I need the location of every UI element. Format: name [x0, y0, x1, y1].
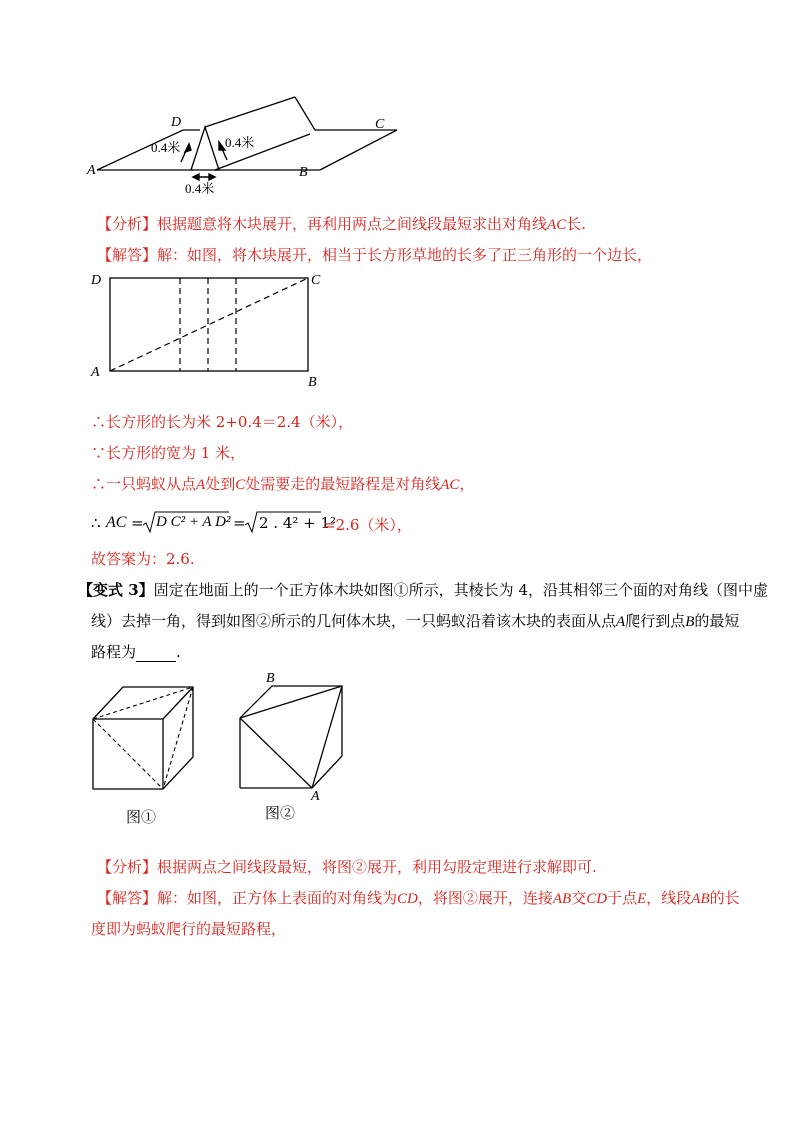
- solution-2-AB2: AB: [691, 891, 710, 907]
- solution-2-f: 的长: [709, 889, 740, 907]
- answer-blank[interactable]: [136, 647, 176, 662]
- fig1-label-A: A: [87, 163, 96, 178]
- step-4-result: =2.6（米），: [323, 516, 412, 534]
- answer-1: 故答案为：2.6.: [91, 550, 195, 568]
- solution-2-line-2: 度即为蚂蚁爬行的最短路程，: [91, 920, 287, 938]
- figure-cube-1: [88, 684, 208, 834]
- solution-2-d: 于点: [607, 889, 638, 907]
- solution-2-line-1: [97, 888, 740, 909]
- step-4-radicand-2: 2 . 4² + 1²: [259, 514, 337, 532]
- variant-3-text-3: 路程为: [91, 643, 137, 661]
- fig2-label-C: C: [311, 273, 321, 288]
- solution-2-CD: CD: [397, 891, 418, 907]
- fig1-dim-right: 0.4米: [225, 135, 255, 150]
- figure-lawn-block: [85, 92, 415, 198]
- variant-3-line-2: [91, 611, 739, 632]
- fig4-label-B: B: [266, 671, 275, 686]
- analysis-2-text: 根据两点之间线段最短，将图②展开，利用勾股定理进行求解即可.: [157, 858, 597, 876]
- step-4-eq2: =: [233, 514, 246, 532]
- variant-3-line-3: [91, 642, 181, 662]
- fig2-label-B: B: [308, 375, 317, 390]
- fig3-caption: 图①: [126, 810, 157, 826]
- fig4-caption: 图②: [265, 806, 296, 822]
- step-3-A: A: [196, 477, 206, 493]
- solution-1-tag: 【解答】: [97, 246, 158, 264]
- analysis-1-tag: 【分析】: [97, 215, 158, 233]
- variant-3-B: B: [685, 614, 695, 630]
- variant-3-text-1: 固定在地面上的一个正方体木块如图①所示，其棱长为 4，沿其相邻三个面的对角线（图中虚: [153, 581, 768, 599]
- step-4-therefore: ∴: [91, 514, 101, 532]
- solution-2-E: E: [637, 891, 647, 907]
- variant-3-tag: 【变式 3】: [78, 581, 154, 599]
- variant-3-line-1: [78, 580, 768, 600]
- step-3: [91, 474, 474, 495]
- analysis-1: [97, 214, 586, 235]
- step-4-radicand-1: D C² + A D²: [156, 514, 231, 530]
- fig4-label-A: A: [311, 789, 320, 804]
- step-3-b: 处到: [205, 475, 236, 493]
- variant-3-text-2a: 线）去掉一角，得到如图②所示的几何体木块，一只蚂蚁沿着该木块的表面从点: [91, 612, 617, 630]
- variant-3-text-2c: 的最短: [694, 612, 740, 630]
- fig1-label-C: C: [375, 117, 385, 132]
- analysis-1-var: AC: [547, 217, 567, 233]
- step-3-a: ∴一只蚂蚁从点: [91, 475, 197, 493]
- step-1: ∴长方形的长为米 2+0.4＝2.4（米），: [91, 413, 354, 431]
- solution-1-text: 解：如图，将木块展开，相当于长方形草地的长多了正三角形的一个边长，: [157, 246, 653, 264]
- step-2: ∵长方形的宽为 1 米，: [91, 444, 246, 462]
- variant-3-text-2b: 爬行到点: [625, 612, 686, 630]
- step-4-formula: [91, 508, 421, 536]
- step-3-AC: AC: [440, 477, 460, 493]
- fig2-label-A: A: [91, 365, 100, 380]
- step-3-c: 处需要走的最短路程是对角线: [245, 475, 441, 493]
- solution-2-tag: 【解答】: [97, 889, 158, 907]
- solution-2-e: ，线段: [646, 889, 692, 907]
- solution-2-c: 交: [571, 889, 587, 907]
- fig1-dim-left: 0.4米: [151, 140, 181, 155]
- analysis-2-tag: 【分析】: [97, 858, 158, 876]
- figure-cube-2: [232, 668, 352, 828]
- fig1-dim-bottom: 0.4米: [185, 181, 215, 196]
- solution-1: [97, 245, 652, 265]
- solution-2-a: 解：如图，正方体上表面的对角线为: [157, 889, 398, 907]
- solution-2-b: ，将图②展开，连接: [417, 889, 553, 907]
- variant-3-period: .: [176, 643, 181, 661]
- fig2-label-D: D: [91, 273, 102, 288]
- step-4-eq1: =: [131, 514, 144, 532]
- analysis-1-tail: 长.: [566, 215, 586, 233]
- step-3-d: ，: [459, 475, 475, 493]
- solution-2-CD2: CD: [586, 891, 608, 907]
- fig1-label-D: D: [171, 115, 182, 130]
- analysis-2: [97, 857, 597, 877]
- solution-2-AB: AB: [552, 891, 572, 907]
- fig1-label-B: B: [299, 165, 308, 180]
- figure-unfolded-rectangle: [88, 268, 328, 392]
- analysis-1-text: 根据题意将木块展开，再利用两点之间线段最短求出对角线: [157, 215, 548, 233]
- step-3-C: C: [235, 477, 246, 493]
- step-4-AC: AC: [106, 514, 127, 531]
- variant-3-A: A: [616, 614, 626, 630]
